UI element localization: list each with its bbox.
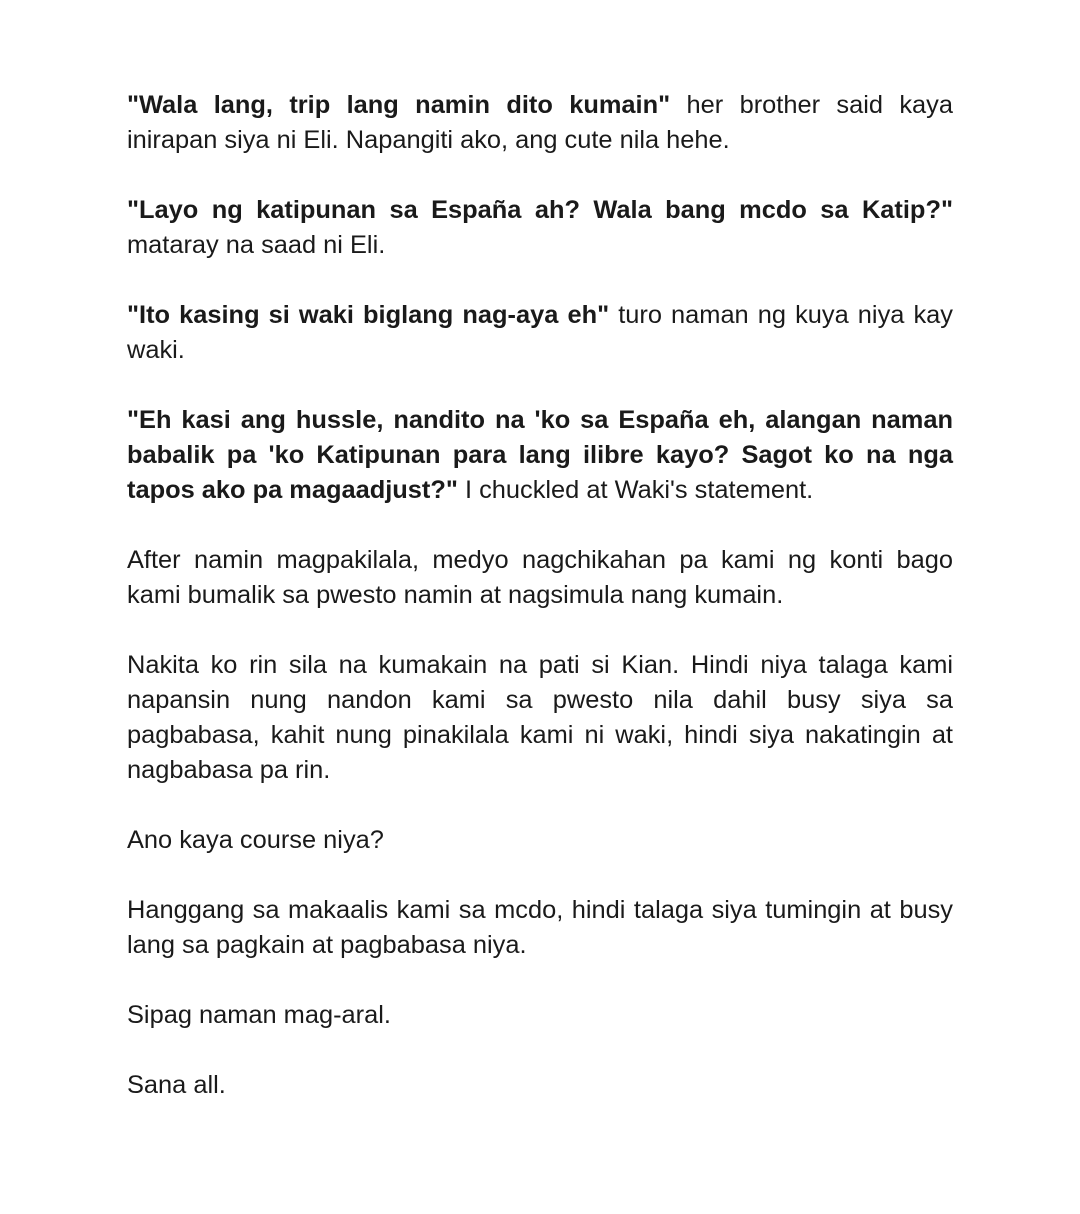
paragraph-9 [127, 998, 953, 1033]
paragraph-5 [127, 543, 953, 613]
narration-text: Hanggang sa makaalis kami sa mcdo, hindi talaga siya tumingin at busy lang sa pagkain at pagbabasa niya. [127, 896, 953, 959]
paragraph-8 [127, 893, 953, 963]
narration-text: Ano kaya course niya? [127, 826, 384, 854]
narration-text: I chuckled at Waki's statement. [457, 476, 814, 504]
paragraph-4 [127, 403, 953, 508]
narration-text: turo naman ng kuya niya kay waki. [127, 301, 953, 364]
paragraph-10 [127, 1068, 953, 1103]
paragraph-3 [127, 298, 953, 368]
document-page [127, 88, 953, 1103]
paragraph-1 [127, 88, 953, 158]
paragraph-2 [127, 193, 953, 263]
paragraph-7 [127, 823, 953, 858]
dialogue-text: "Eh kasi ang hussle, nandito na 'ko sa España eh, alangan naman babalik pa 'ko Katipunan para lang ilibre kayo? Sagot ko na nga tapos ako pa magaadjust?" [127, 406, 953, 504]
narration-text: Sana all. [127, 1071, 226, 1099]
paragraph-6 [127, 648, 953, 788]
dialogue-text: "Ito kasing si waki biglang nag-aya eh" [127, 301, 610, 329]
narration-text: Nakita ko rin sila na kumakain na pati si Kian. Hindi niya talaga kami napansin nung nandon kami sa pwesto nila dahil busy siya sa pagbabasa, kahit nung pinakilala kami ni waki, hindi siya nakatingin at nagbabasa pa rin. [127, 651, 953, 784]
narration-text: her brother said kaya inirapan siya ni Eli. Napangiti ako, ang cute nila hehe. [127, 91, 953, 154]
narration-text: mataray na saad ni Eli. [127, 231, 386, 259]
narration-text: Sipag naman mag-aral. [127, 1001, 391, 1029]
dialogue-text: "Wala lang, trip lang namin dito kumain" [127, 91, 671, 119]
dialogue-text: "Layo ng katipunan sa España ah? Wala bang mcdo sa Katip?" [127, 196, 953, 224]
narration-text: After namin magpakilala, medyo nagchikahan pa kami ng konti bago kami bumalik sa pwesto namin at nagsimula nang kumain. [127, 546, 953, 609]
